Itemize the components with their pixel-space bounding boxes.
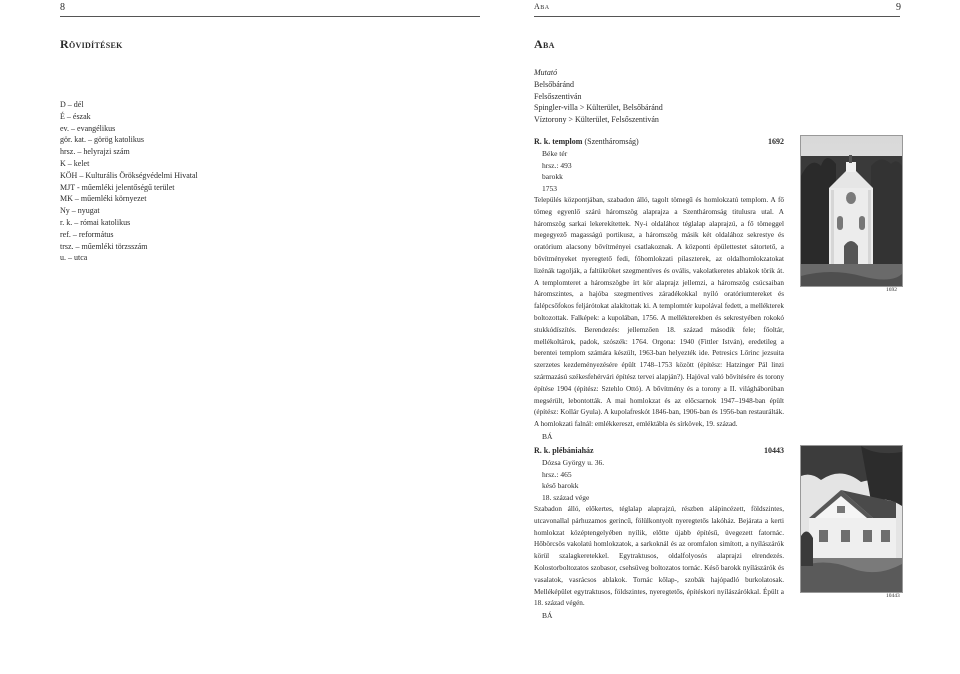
place-item: Spingler-villa > Külterület, Belsőbáránd <box>534 103 663 113</box>
running-head: Aba <box>534 2 550 11</box>
places-heading: Mutató <box>534 68 558 77</box>
right-header-rule <box>534 16 900 17</box>
entry-description: Település központjában, szabadon álló, tagolt tömegű és homlokzatú templom. A fő tömeg egyenlő szárú háromszög alaprajza a Szentháromság titulusra utal. A háromszög sarkai lekerekítettek. Ny-i oldalához téglalap alaprajzú, a fő tömeggel megegyező magasságú portikusz, a háromszög másik két oldalához sekrestye és oratórium alacsony bővítményei csatlakoznak. A központi épülettestet sátortető, a bővítményeket nyeregtető fedi, főhomlokzati pilaszterek, az oldalhomlokzatokat lizénák tagolják, a faltükröket szegmentíves és ovális, vakolatkeretes ablakok törik át. A templomteret a háromszögbe írt kör alaprajz jellemzi, a háromszög csúcsaiban háromszintes, a hajóba szegmentíves záradékokkal nyíló oratóriumtereket és falépcsőfokos feljárótokat alakítottak ki. A templomtér kupolával fedett, a mellékterek boltozottak. Falképek: a kupolában, 1756. A mellékterekben és sekrestyében rokokó stukkódíszítés. Berendezés: jellemzően 18. század második fele; főoltár, mellékoltárok, padok, szószék: 1764. Orgona: 1940 (Fittler István), eredetileg a berentei templom számára készült, 1963-ban helyezték ide. Petresics Lőrinc jezsuita szerzetes kezdeményezésére épült 1748–1753 között (építész: Hatzinger Pál linzi származású székesfehérvári építész tervei alapján?). Hajóval való bővítésére és torony építése 1904 (építész: Sztehlo Ottó). A bővítmény és a torony a II. világháborúban megsérült, lebontották. A mai homlokzat és az előcsarnok 1947–1948-ban épült (építész: Kollár Gyula). A kupolafreskót 1846-ban, 1906-ban és 1956-ban restaurálták. A homlokzati falnál: emlékkereszt, emléktábla és sírkövek, 19. század. <box>534 195 784 429</box>
parsonage-photo <box>800 445 903 593</box>
monument-entry-parsonage <box>534 445 784 622</box>
abbreviation-item: ref. – református <box>60 229 114 239</box>
entry-lot-number: hrsz.: 493 <box>542 160 572 170</box>
entry-signature: BÁ <box>542 431 553 441</box>
town-title: Aba <box>534 37 555 51</box>
entry-date: 1753 <box>542 184 557 194</box>
abbreviations-title: Rövidítések <box>60 37 123 51</box>
abbreviation-item: MK – műemléki környezet <box>60 194 147 204</box>
church-photo-caption: 1692 <box>886 287 897 293</box>
entry-header <box>534 445 784 457</box>
abbreviation-item: Ny – nyugat <box>60 206 100 216</box>
place-item: Belsőbáránd <box>534 79 574 89</box>
entry-header <box>534 136 784 148</box>
right-page-number: 9 <box>896 2 901 13</box>
entry-name: R. k. templom <box>534 137 583 146</box>
abbreviation-item: gör. kat. – görög katolikus <box>60 135 144 145</box>
abbreviation-item: r. k. – római katolikus <box>60 217 131 227</box>
entry-style: barokk <box>542 172 563 182</box>
abbreviation-item: MJT - műemléki jelentőségű terület <box>60 182 175 192</box>
place-item: Felsőszentiván <box>534 91 582 101</box>
entry-id: 1692 <box>768 137 784 146</box>
abbreviation-item: KÖH – Kulturális Örökségvédelmi Hivatal <box>60 170 198 180</box>
abbreviation-item: K – kelet <box>60 158 90 168</box>
monument-entry-church <box>534 136 784 443</box>
church-photo <box>800 135 903 287</box>
entry-id: 10443 <box>764 446 784 455</box>
right-margin <box>910 20 960 674</box>
entry-address: Béke tér <box>542 148 568 158</box>
abbreviation-item: É – észak <box>60 111 91 121</box>
places-index <box>534 67 663 126</box>
abbreviation-item: trsz. – műemléki törzsszám <box>60 241 148 251</box>
entry-dedication: (Szentháromság) <box>584 137 639 146</box>
abbreviations-list <box>60 99 198 264</box>
entry-style: késő barokk <box>542 481 579 491</box>
abbreviation-item: u. – utca <box>60 253 88 263</box>
left-page-number: 8 <box>60 2 65 13</box>
abbreviation-item: hrsz. – helyrajzi szám <box>60 147 130 157</box>
entry-name: R. k. plébániaház <box>534 446 594 455</box>
place-item: Víztorony > Külterület, Felsőszentiván <box>534 115 659 125</box>
abbreviation-item: D – dél <box>60 100 84 109</box>
entry-address: Dózsa György u. 36. <box>542 457 605 467</box>
entry-lot-number: hrsz.: 465 <box>542 469 572 479</box>
entry-date: 18. század vége <box>542 493 590 503</box>
entry-signature: BÁ <box>542 611 553 621</box>
left-header-rule <box>60 16 480 17</box>
entry-description: Szabadon álló, előkertes, téglalap alaprajzú, részben alápincézett, földszintes, utcavonallal párhuzamos gerincű, fölülkontyolt nyeregtetős lakóház. Bejárata a kerti homlokzat középtengelyében nyílik, előtte újabb építésű, üvegezett fatornác. Hőbörcsös vakolatú homlokzatok, a sarkoknál és az oromfalon simított, a nyílászárók körül szalagkeretekkel. Egytraktusos, oldalfolyosós alaprajzi elrendezés. Kolostorboltozatos szobasor, csehsüveg boltozatos tornác. Késő barokk nyílászárók és vasalatok, vasrácsos ablakok. Tornác kőlap-, szobák hajópadló burkolatosak. Melléképület egytraktusos, földszintes, nyeregtetős, építéskori nyílászárókkal. Épült a 18. század végén. <box>534 504 784 608</box>
parsonage-photo-caption: 10443 <box>886 593 900 599</box>
abbreviation-item: ev. – evangélikus <box>60 123 116 133</box>
